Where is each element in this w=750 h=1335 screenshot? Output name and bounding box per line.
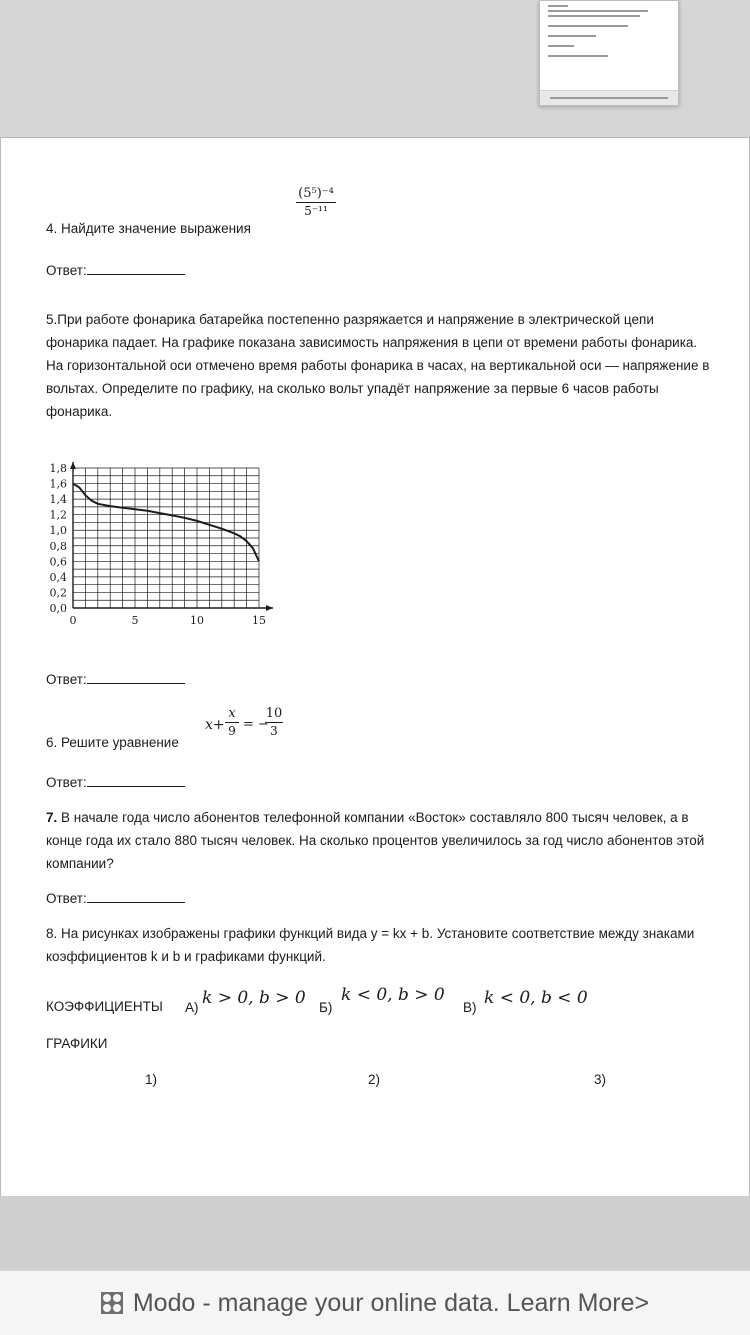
q4-answer <box>46 262 185 278</box>
q5-answer <box>46 671 185 687</box>
answer-label: Ответ: <box>46 263 87 278</box>
answer-blank <box>87 262 185 275</box>
option-letter-b: Б) <box>319 1000 333 1015</box>
q4-expr-numerator: (5⁵)⁻⁴ <box>298 186 334 201</box>
voltage-chart <box>31 458 291 633</box>
frac2-num: 10 <box>265 706 283 721</box>
x-axis-arrow <box>266 605 273 611</box>
answer-label: Ответ: <box>46 672 87 687</box>
option-letter-a: А) <box>185 1000 199 1015</box>
ad-banner[interactable] <box>0 1270 750 1335</box>
option-expr-c: k < 0, b < 0 <box>484 988 588 1008</box>
q7-answer <box>46 890 185 906</box>
banner-text[interactable]: Modo - manage your online data. Learn More> <box>132 1288 650 1317</box>
answer-blank <box>87 774 185 787</box>
graph-number-3: 3) <box>594 1072 607 1087</box>
y-tick-label: 1,4 <box>49 493 67 507</box>
q7-number: 7. <box>46 810 58 825</box>
q4-text: 4. Найдите значение выражения <box>46 221 251 236</box>
eq-fraction-1 <box>225 706 239 738</box>
page-thumbnail[interactable] <box>539 0 679 106</box>
document-page <box>0 137 750 1197</box>
q8-coef-label: КОЭФФИЦИЕНТЫ <box>46 999 163 1014</box>
q8-graphs-label: ГРАФИКИ <box>46 1036 108 1051</box>
answer-blank <box>87 671 185 684</box>
q7-text <box>46 806 716 875</box>
y-tick-label: 1,0 <box>49 524 67 538</box>
x-tick-label: 15 <box>252 614 266 627</box>
graph-number-1: 1) <box>145 1072 158 1087</box>
y-tick-label: 0,2 <box>49 586 67 600</box>
y-tick-label: 1,8 <box>49 462 67 475</box>
modo-logo-icon <box>101 1292 123 1314</box>
q4-expr-denominator: 5⁻¹¹ <box>304 204 328 218</box>
frac2-den: 3 <box>270 724 278 738</box>
x-tick-label: 0 <box>69 614 77 627</box>
option-expr-b: k < 0, b > 0 <box>341 985 445 1005</box>
answer-label: Ответ: <box>46 891 87 906</box>
q6-answer <box>46 774 185 790</box>
q8-text: 8. На рисунках изображены графики функций вида y = kx + b. Установите соответствие между знаками коэффициентов k и b и графиками функций. <box>46 926 695 964</box>
y-tick-label: 0,6 <box>49 555 67 569</box>
y-tick-label: 1,2 <box>49 508 67 522</box>
answer-label: Ответ: <box>46 775 87 790</box>
graph-number-2: 2) <box>368 1072 381 1087</box>
viewer-background <box>0 1196 750 1270</box>
y-axis-arrow <box>70 462 76 469</box>
q6-text: 6. Решите уравнение <box>46 735 179 750</box>
q7-body: В начале года число абонентов телефонной компании «Восток» составляло 800 тысяч человек, а в конце года их стало 880 тысяч человек. На сколько процентов увеличилось за год число абонентов этой компании? <box>46 810 705 871</box>
eq-fraction-2 <box>265 706 283 738</box>
q4-expression <box>296 186 336 218</box>
x-tick-label: 5 <box>131 614 139 627</box>
option-expr-a: k > 0, b > 0 <box>202 988 306 1008</box>
eq-mid: = − <box>243 717 269 732</box>
answer-blank <box>87 890 185 903</box>
option-letter-c: В) <box>463 1000 477 1015</box>
y-tick-label: 0,4 <box>49 570 67 584</box>
y-tick-label: 0,0 <box>49 602 67 615</box>
q5-text: 5.При работе фонарика батарейка постепенно разряжается и напряжение в электрической цепи фонарика падает. На графике показана зависимость напряжения в цепи от времени работы фонарика. На горизонтальной оси отмечено время работы фонарика в часах, на вертикальной оси — напряжение в вольтах. Определите по графику, на сколько вольт упадёт напряжение за первые 6 часов работы фонарика. <box>46 312 710 419</box>
x-tick-label: 10 <box>190 614 204 627</box>
y-tick-label: 0,8 <box>49 539 67 553</box>
y-tick-label: 1,6 <box>49 477 67 491</box>
frac1-den: 9 <box>228 724 236 738</box>
eq-left: x+ <box>205 717 225 733</box>
frac1-num: x <box>228 706 236 721</box>
